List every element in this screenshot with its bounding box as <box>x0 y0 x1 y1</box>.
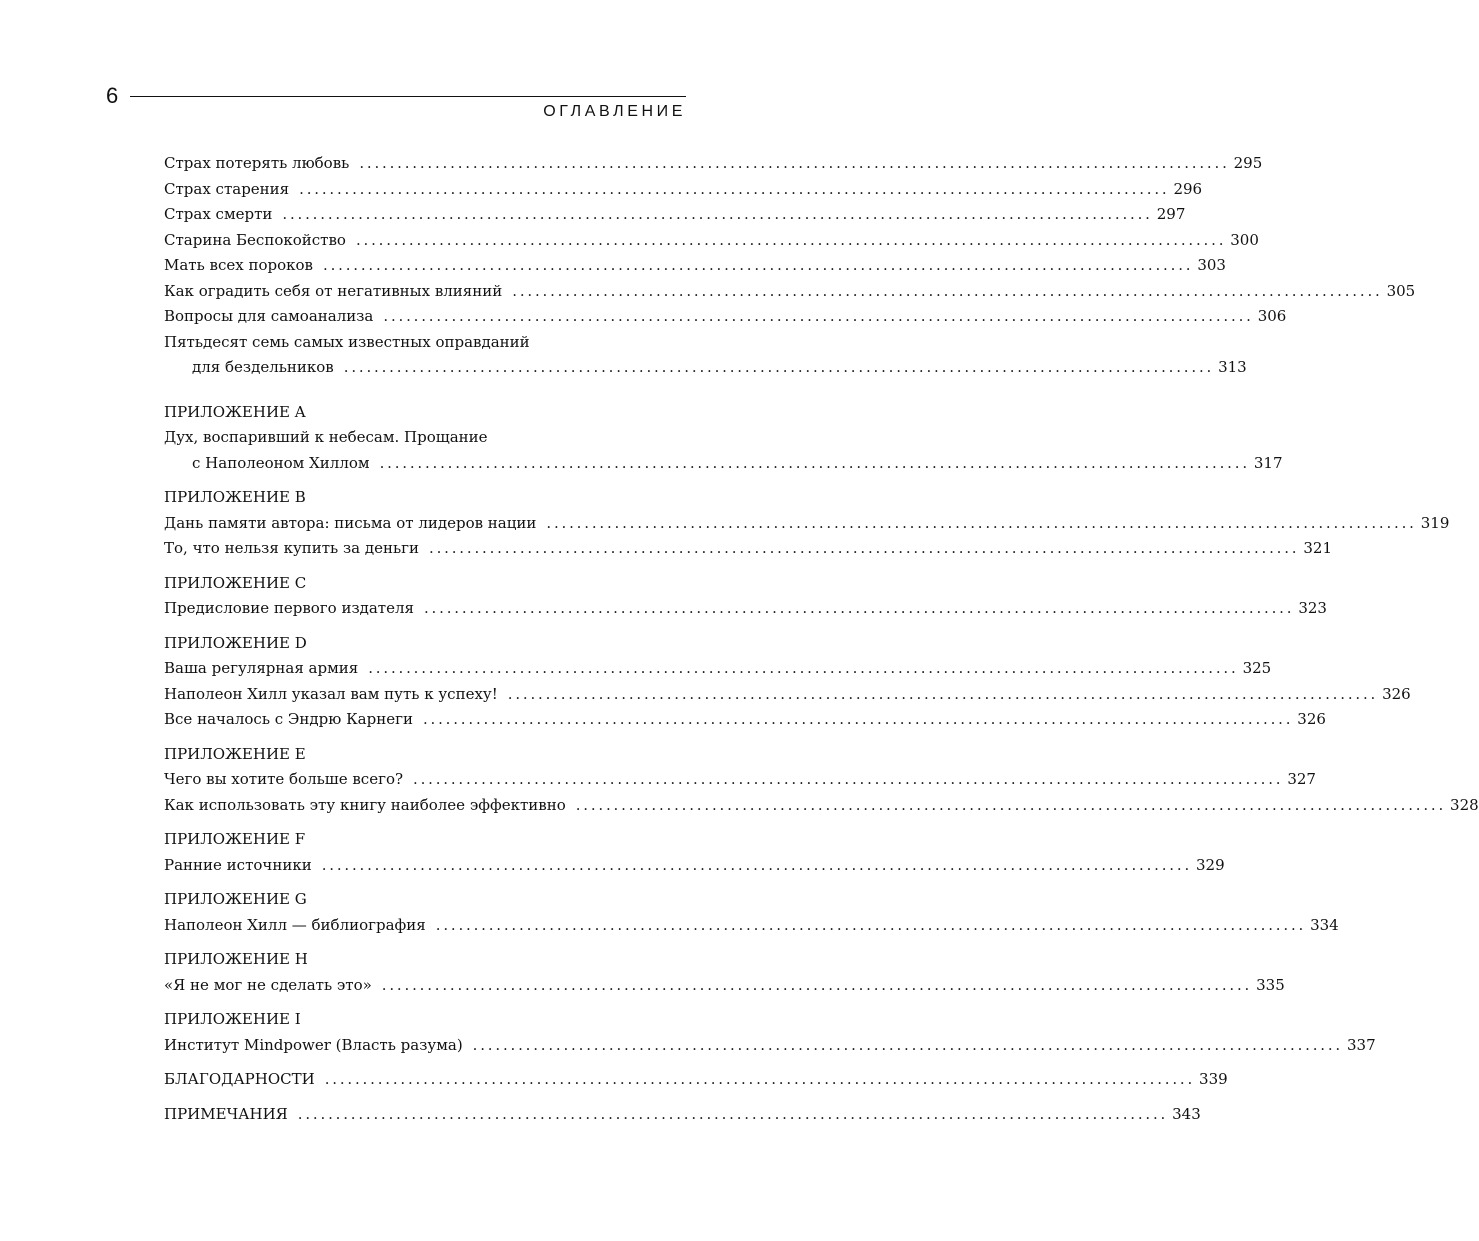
toc-entry-title: БЛАГОДАРНОСТИ <box>164 1070 315 1088</box>
toc-entry-page: 300 <box>1230 230 1259 249</box>
toc-entry[interactable] <box>164 535 1332 561</box>
appendix-h-heading: ПРИЛОЖЕНИЕ H <box>164 950 308 968</box>
toc-entry-page: 329 <box>1196 855 1225 874</box>
toc-entry-title: Дань памяти автора: письма от лидеров нации <box>164 513 537 532</box>
toc-entry-title: Мать всех пороков <box>164 256 313 274</box>
toc-entry-title-line[interactable] <box>164 424 686 450</box>
toc-entry-page: 296 <box>1173 179 1203 198</box>
toc-entry-title-line[interactable] <box>164 329 686 355</box>
dot-leader: ................................................................................................................... <box>297 1104 1169 1123</box>
toc-entry-page: 337 <box>1347 1035 1376 1054</box>
toc-entry-title: Страх потерять любовь <box>164 154 350 172</box>
appendix-d-heading: ПРИЛОЖЕНИЕ D <box>164 633 307 652</box>
dot-leader: ................................................................................................................... <box>435 915 1307 934</box>
toc-entry-title: Как оградить себя от негативных влияний <box>164 281 503 300</box>
page-number: 6 <box>106 83 119 108</box>
dot-leader: ................................................................................................................... <box>383 307 1254 325</box>
toc-entry-notes[interactable] <box>164 1101 1201 1127</box>
dot-leader: ................................................................................................................... <box>472 1035 1343 1054</box>
appendix-b-heading: ПРИЛОЖЕНИЕ B <box>164 488 306 506</box>
toc-entry-page: 295 <box>1233 154 1263 172</box>
toc-entry[interactable] <box>164 655 1272 681</box>
toc-entry[interactable] <box>164 278 1416 304</box>
appendix-i-heading: ПРИЛОЖЕНИЕ I <box>164 1010 301 1028</box>
toc-entry[interactable] <box>164 510 1450 536</box>
dot-leader: ................................................................................................................... <box>422 710 1294 728</box>
dot-leader: ................................................................................................................... <box>343 358 1215 376</box>
toc-entry-acknowledgements[interactable] <box>164 1066 1228 1092</box>
toc-entry-page: 313 <box>1218 358 1247 376</box>
toc-entry-title-cont: для бездельников <box>192 358 334 376</box>
toc-entry-page: 317 <box>1253 453 1283 472</box>
dot-leader: ................................................................................................................... <box>368 659 1239 677</box>
toc-entry[interactable] <box>164 252 1226 278</box>
dot-leader: ................................................................................................................... <box>282 205 1153 223</box>
toc-entry-title: Все началось с Эндрю Карнеги <box>164 710 413 728</box>
dot-leader: ................................................................................................................... <box>429 539 1300 557</box>
toc-entry[interactable] <box>164 303 1287 329</box>
toc-entry-title: Пятьдесят семь самых известных оправданий <box>164 332 530 351</box>
appendix-e-heading: ПРИЛОЖЕНИЕ E <box>164 744 306 763</box>
toc-entry-page: 297 <box>1156 205 1186 223</box>
toc-entry-title: Институт Mindpower (Власть разума) <box>164 1035 463 1054</box>
dot-leader: ................................................................................................................... <box>323 256 1194 274</box>
appendix-c-heading: ПРИЛОЖЕНИЕ C <box>164 573 307 592</box>
toc-entry[interactable] <box>164 354 1247 380</box>
dot-leader: ................................................................................................................... <box>299 179 1170 198</box>
table-of-contents <box>164 150 1479 1126</box>
toc-entry-title: Предисловие первого издателя <box>164 599 414 617</box>
toc-entry[interactable] <box>164 176 1203 202</box>
appendix-g-heading: ПРИЛОЖЕНИЕ G <box>164 890 307 908</box>
toc-entry-title: То, что нельзя купить за деньги <box>164 539 420 557</box>
dot-leader: ................................................................................................................... <box>546 513 1417 532</box>
toc-entry[interactable] <box>164 681 1411 707</box>
dot-leader: ................................................................................................................... <box>423 599 1295 617</box>
toc-entry-page: 325 <box>1242 659 1272 677</box>
toc-entry-title: Чего вы хотите больше всего? <box>164 770 404 788</box>
toc-entry[interactable] <box>164 150 1263 176</box>
toc-entry[interactable] <box>164 595 1327 621</box>
toc-entry[interactable] <box>164 766 1316 792</box>
toc-entry[interactable] <box>164 852 1225 878</box>
toc-entry-title: «Я не мог не сделать это» <box>164 975 372 994</box>
toc-entry-title: Наполеон Хилл указал вам путь к успеху! <box>164 684 498 703</box>
toc-entry-title: Страх смерти <box>164 205 273 223</box>
toc-entry[interactable] <box>164 201 1186 227</box>
toc-entry[interactable] <box>164 227 1259 253</box>
dot-leader: ................................................................................................................... <box>321 855 1193 874</box>
toc-entry-page: 343 <box>1172 1104 1201 1123</box>
toc-entry-page: 327 <box>1287 770 1316 788</box>
toc-entry-page: 326 <box>1382 684 1411 703</box>
dot-leader: ................................................................................................................... <box>381 975 1253 994</box>
toc-entry-page: 323 <box>1298 599 1327 617</box>
toc-entry-page: 334 <box>1310 915 1339 934</box>
toc-entry-page: 326 <box>1297 710 1326 728</box>
toc-entry-page: 303 <box>1197 256 1226 274</box>
toc-entry-title: Как использовать эту книгу наиболее эффективно <box>164 795 566 814</box>
toc-entry-page: 319 <box>1420 513 1450 532</box>
toc-entry-title: Дух, воспаривший к небесам. Прощание <box>164 428 488 446</box>
dot-leader: ................................................................................................................... <box>359 154 1230 172</box>
header-rule <box>130 96 686 97</box>
toc-entry-title: Вопросы для самоанализа <box>164 307 374 325</box>
dot-leader: ................................................................................................................... <box>324 1070 1196 1088</box>
dot-leader: ................................................................................................................... <box>512 281 1383 300</box>
toc-entry-page: 306 <box>1257 307 1287 325</box>
toc-entry-title: Наполеон Хилл — библиография <box>164 915 426 934</box>
toc-entry-title: Ваша регулярная армия <box>164 659 359 677</box>
appendix-f-heading: ПРИЛОЖЕНИЕ F <box>164 830 306 848</box>
running-head: ОГЛАВЛЕНИЕ <box>543 103 686 120</box>
toc-entry-page: 335 <box>1256 975 1285 994</box>
toc-entry[interactable] <box>164 972 1285 998</box>
toc-entry-page: 321 <box>1303 539 1332 557</box>
toc-entry[interactable] <box>164 450 1283 476</box>
toc-entry[interactable] <box>164 912 1339 938</box>
toc-entry-page: 305 <box>1386 281 1416 300</box>
toc-entry-title: Старина Беспокойство <box>164 230 346 249</box>
dot-leader: ................................................................................................................... <box>355 230 1227 249</box>
dot-leader: ................................................................................................................... <box>413 770 1284 788</box>
appendix-a-heading: ПРИЛОЖЕНИЕ A <box>164 402 306 421</box>
dot-leader: ................................................................................................................... <box>507 684 1379 703</box>
toc-entry-title: Ранние источники <box>164 855 312 874</box>
toc-entry[interactable] <box>164 706 1326 732</box>
toc-entry[interactable] <box>164 792 1479 818</box>
toc-entry-title-cont: с Наполеоном Хиллом <box>192 453 370 472</box>
toc-entry-title: Страх старения <box>164 179 290 198</box>
dot-leader: ................................................................................................................... <box>379 453 1250 472</box>
toc-entry[interactable] <box>164 1032 1376 1058</box>
dot-leader: ................................................................................................................... <box>575 795 1447 814</box>
toc-entry-page: 328 <box>1450 795 1479 814</box>
toc-entry-page: 339 <box>1199 1070 1228 1088</box>
toc-entry-title: ПРИМЕЧАНИЯ <box>164 1104 288 1123</box>
